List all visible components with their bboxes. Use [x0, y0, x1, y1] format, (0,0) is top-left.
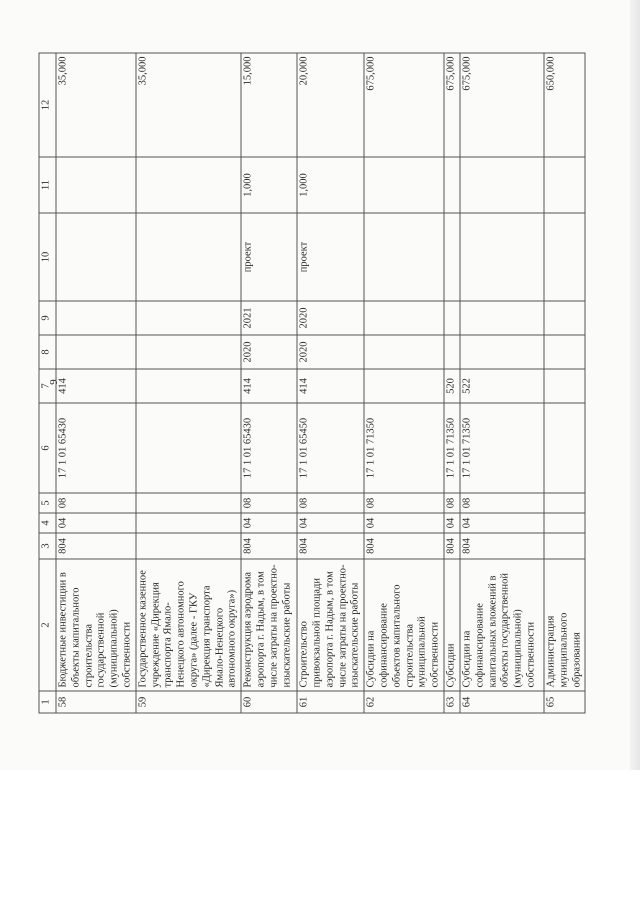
cell-c11	[136, 157, 241, 213]
cell-c6: 17 1 01 71350	[444, 403, 460, 493]
cell-c11	[460, 157, 544, 213]
row-description: Субсидии	[444, 559, 460, 691]
row-number: 59	[136, 691, 241, 713]
cell-c9: 2020	[297, 301, 364, 335]
cell-c3: 804	[297, 533, 364, 559]
cell-c10: проект	[241, 213, 297, 301]
table-row	[444, 53, 460, 713]
cell-c3: 804	[241, 533, 297, 559]
cell-c11	[444, 157, 460, 213]
cell-c5: 08	[444, 493, 460, 513]
cell-c6: 17 1 01 71350	[460, 403, 544, 493]
row-description: Субсидии на софинансирование капитальных вложений в объекты государственной (муниципальной) собственности	[460, 559, 544, 691]
cell-c8	[444, 335, 460, 369]
table-row	[544, 53, 585, 713]
cell-c7: 414	[241, 369, 297, 403]
cell-c5: 08	[460, 493, 544, 513]
table-row	[297, 53, 364, 713]
cell-c6: 17 1 01 65450	[297, 403, 364, 493]
cell-c3: 804	[444, 533, 460, 559]
cell-c5: 08	[241, 493, 297, 513]
cell-c10	[364, 213, 444, 301]
cell-c10	[56, 213, 136, 301]
cell-c7	[136, 369, 241, 403]
cell-c8: 2020	[297, 335, 364, 369]
cell-c7	[364, 369, 444, 403]
cell-c7: 414	[297, 369, 364, 403]
cell-c8	[460, 335, 544, 369]
cell-c4: 04	[364, 513, 444, 533]
cell-c5	[136, 493, 241, 513]
cell-c9	[136, 301, 241, 335]
col-header: 2	[39, 559, 56, 691]
cell-c12: 675,000	[444, 53, 460, 157]
scan-edge-shadow	[630, 0, 640, 770]
row-number: 61	[297, 691, 364, 713]
row-description: Администрация муниципального образования	[544, 559, 585, 691]
cell-c12: 20,000	[297, 53, 364, 157]
cell-c5	[544, 493, 585, 513]
cell-c9	[364, 301, 444, 335]
cell-c3: 804	[460, 533, 544, 559]
row-number: 60	[241, 691, 297, 713]
cell-c12: 35,000	[56, 53, 136, 157]
cell-c11: 1,000	[297, 157, 364, 213]
cell-c4: 04	[241, 513, 297, 533]
col-header: 10	[39, 213, 56, 301]
header-row	[39, 53, 56, 713]
row-description: Субсидии на софинансирование объектов капитального строительства муниципальной собственности	[364, 559, 444, 691]
row-number: 65	[544, 691, 585, 713]
cell-c6: 17 1 01 65430	[241, 403, 297, 493]
cell-c10	[544, 213, 585, 301]
cell-c7: 520	[444, 369, 460, 403]
cell-c4: 04	[297, 513, 364, 533]
cell-c3: 804	[56, 533, 136, 559]
cell-c6	[544, 403, 585, 493]
cell-c7: 522	[460, 369, 544, 403]
cell-c4: 04	[460, 513, 544, 533]
table-row	[241, 53, 297, 713]
table-row	[56, 53, 136, 713]
table-header	[39, 53, 56, 713]
cell-c12: 675,000	[460, 53, 544, 157]
budget-table	[39, 53, 586, 714]
cell-c3	[136, 533, 241, 559]
page-number: 9	[47, 379, 60, 385]
cell-c4	[544, 513, 585, 533]
cell-c6: 17 1 01 65430	[56, 403, 136, 493]
cell-c8	[544, 335, 585, 369]
cell-c4: 04	[444, 513, 460, 533]
row-number: 64	[460, 691, 544, 713]
cell-c6	[136, 403, 241, 493]
row-description: Строительство привокзальной площади аэропорта г. Надым, в том числе затраты на проектно-изыскательские работы	[297, 559, 364, 691]
col-header: 6	[39, 403, 56, 493]
table-row	[364, 53, 444, 713]
cell-c9	[444, 301, 460, 335]
row-description: Реконструкция аэродрома аэропорта г. Надым, в том числе затраты на проектно-изыскательские работы	[241, 559, 297, 691]
cell-c11: 1,000	[241, 157, 297, 213]
row-description: Бюджетные инвестиции в объекты капитального строительства государственной (муниципальной) собственности	[56, 559, 136, 691]
table-row	[460, 53, 544, 713]
cell-c8: 2020	[241, 335, 297, 369]
col-header: 12	[39, 53, 56, 157]
cell-c10	[444, 213, 460, 301]
row-description: Государственное казенное учреждение «Дирекция транспорта Ямало-Ненецкого автономного округа» (далее - ГКУ «Дирекция транспорта Ямало-Ненецкого автономного округа»)	[136, 559, 241, 691]
cell-c5: 08	[297, 493, 364, 513]
table-row	[136, 53, 241, 713]
cell-c10	[460, 213, 544, 301]
cell-c8	[56, 335, 136, 369]
cell-c3	[544, 533, 585, 559]
rotated-table-container	[39, 54, 583, 714]
col-header: 8	[39, 335, 56, 369]
row-number: 63	[444, 691, 460, 713]
cell-c6: 17 1 01 71350	[364, 403, 444, 493]
cell-c12: 675,000	[364, 53, 444, 157]
col-header: 9	[39, 301, 56, 335]
cell-c8	[364, 335, 444, 369]
cell-c11	[56, 157, 136, 213]
row-number: 62	[364, 691, 444, 713]
cell-c9: 2021	[241, 301, 297, 335]
cell-c9	[56, 301, 136, 335]
cell-c12: 650,000	[544, 53, 585, 157]
cell-c10: проект	[297, 213, 364, 301]
cell-c4	[136, 513, 241, 533]
cell-c3: 804	[364, 533, 444, 559]
cell-c9	[544, 301, 585, 335]
cell-c5: 08	[364, 493, 444, 513]
col-header: 11	[39, 157, 56, 213]
cell-c7	[544, 369, 585, 403]
cell-c8	[136, 335, 241, 369]
cell-c4: 04	[56, 513, 136, 533]
cell-c12: 35,000	[136, 53, 241, 157]
col-header: 1	[39, 691, 56, 713]
cell-c7: 414	[56, 369, 136, 403]
cell-c11	[544, 157, 585, 213]
cell-c10	[136, 213, 241, 301]
row-number: 58	[56, 691, 136, 713]
col-header: 4	[39, 513, 56, 533]
cell-c12: 15,000	[241, 53, 297, 157]
col-header: 7	[39, 369, 56, 403]
col-header: 3	[39, 533, 56, 559]
col-header: 5	[39, 493, 56, 513]
cell-c9	[460, 301, 544, 335]
blank-area	[0, 770, 640, 905]
cell-c11	[364, 157, 444, 213]
cell-c5: 08	[56, 493, 136, 513]
